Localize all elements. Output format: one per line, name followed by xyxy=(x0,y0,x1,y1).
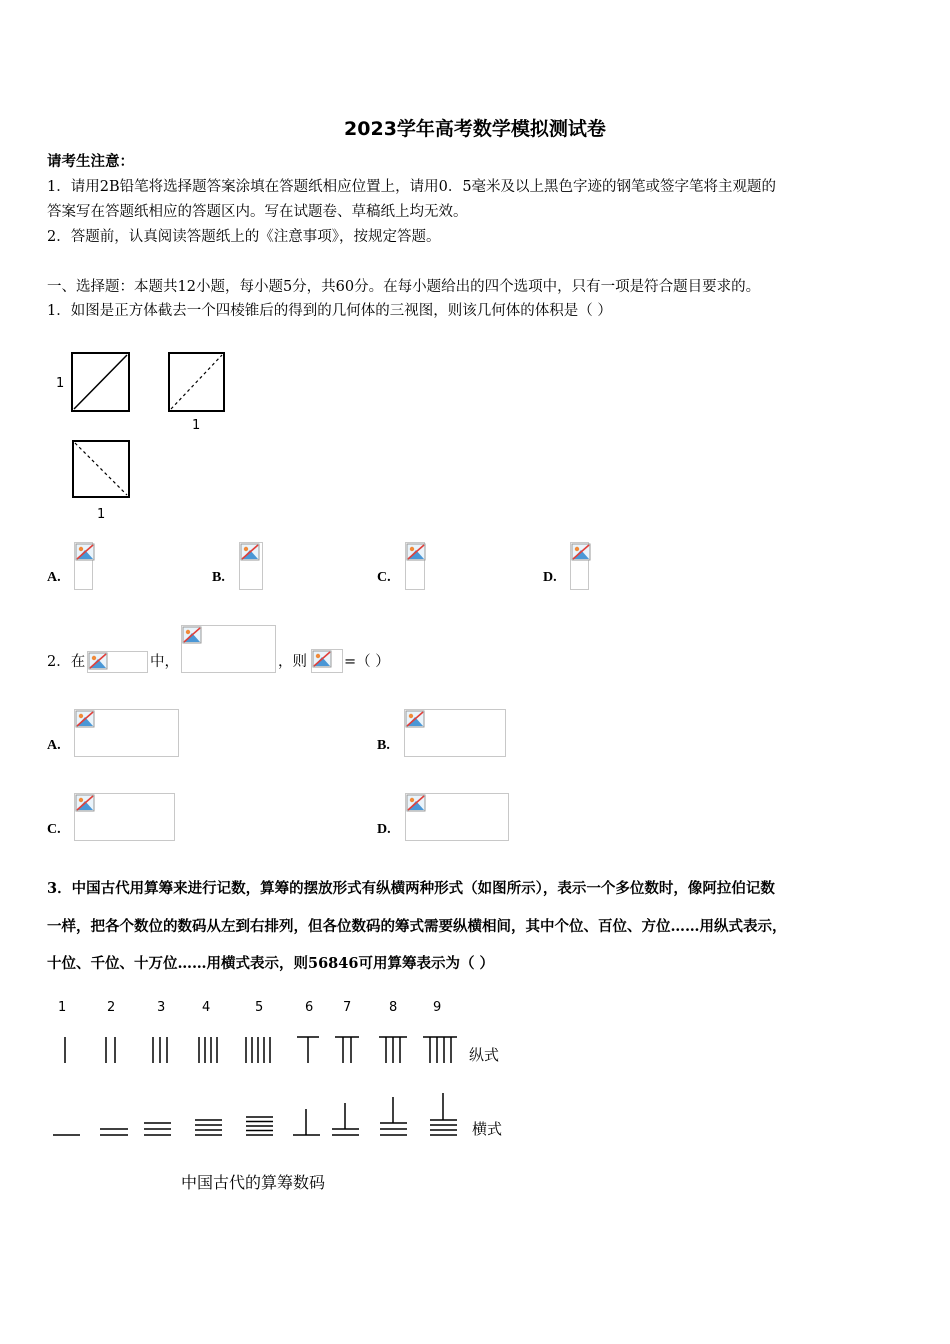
notice-item-2: 2．答题前，认真阅读答题纸上的《注意事项》，按规定答题。 xyxy=(47,229,441,245)
rod-digit-1: 1 xyxy=(58,1000,67,1015)
q2-option-c-image[interactable] xyxy=(74,793,175,841)
q1-option-a-image[interactable] xyxy=(74,542,93,590)
q1-option-d-image[interactable] xyxy=(570,542,589,590)
rods-figure-caption: 中国古代的算筹数码 xyxy=(181,1173,326,1192)
horizontal-form-label: 横式 xyxy=(472,1120,503,1138)
broken-image-icon xyxy=(571,543,591,561)
top-view xyxy=(73,441,129,497)
q3-stem-line1: 3．中国古代用算筹来进行记数，算筹的摆放形式有纵横两种形式（如图所示），表示一个多位数时，像阿拉伯记数 xyxy=(47,880,775,897)
q2-prefix: 2．在 xyxy=(47,654,86,670)
q2-option-c-label[interactable]: C. xyxy=(47,822,61,837)
rod-digit-6: 6 xyxy=(305,1000,314,1015)
broken-image-icon xyxy=(75,710,95,728)
broken-image-icon xyxy=(240,543,260,561)
q2-option-d-label[interactable]: D. xyxy=(377,822,391,837)
notice-item-1b: 答案写在答题纸相应的答题区内。写在试题卷、草稿纸上均无效。 xyxy=(47,204,468,220)
q2-suffix: =（ ） xyxy=(344,654,390,670)
q2-option-a-image[interactable] xyxy=(74,709,179,757)
q2-triangle-image xyxy=(87,651,148,673)
q1-stem: 1．如图是正方体截去一个四棱锥后的得到的几何体的三视图，则该几何体的体积是（ ） xyxy=(47,303,612,319)
q2-option-d-image[interactable] xyxy=(405,793,509,841)
vertical-form-label: 纵式 xyxy=(469,1046,500,1064)
rod-digit-7: 7 xyxy=(343,1000,352,1015)
side-view xyxy=(169,353,224,411)
top-view-dim: 1 xyxy=(97,507,106,522)
side-view-dim: 1 xyxy=(192,418,201,433)
q3-stem-line2: 一样，把各个数位的数码从左到右排列，但各位数码的筹式需要纵横相间，其中个位、百位、方位……用纵式表示， xyxy=(47,918,787,935)
broken-image-icon xyxy=(405,710,425,728)
front-view-dim: 1 xyxy=(56,376,65,391)
q2-option-b-image[interactable] xyxy=(404,709,506,757)
broken-image-icon xyxy=(88,652,108,670)
q2-option-a-label[interactable]: A. xyxy=(47,738,61,753)
q3-stem-line3: 十位、千位、十万位……用横式表示，则56846可用算筹表示为（ ） xyxy=(47,955,494,972)
q1-three-views-figure xyxy=(50,345,240,525)
broken-image-icon xyxy=(312,650,332,668)
q1-option-a-label[interactable]: A. xyxy=(47,570,61,585)
broken-image-icon xyxy=(182,626,202,644)
q2-target-image xyxy=(311,649,343,673)
rod-digit-5: 5 xyxy=(255,1000,264,1015)
rod-digit-3: 3 xyxy=(157,1000,166,1015)
notice-item-1a: 1．请用2B铅笔将选择题答案涂填在答题纸相应位置上，请用0．5毫米及以上黑色字迹的钢笔或签字笔将主观题的 xyxy=(47,179,777,195)
q2-option-b-label[interactable]: B. xyxy=(377,738,390,753)
q2-condition-image xyxy=(181,625,276,673)
horizontal-rods-row xyxy=(53,1093,457,1135)
rod-digit-4: 4 xyxy=(202,1000,211,1015)
vertical-rods-row xyxy=(65,1037,457,1063)
broken-image-icon xyxy=(406,543,426,561)
rod-digit-8: 8 xyxy=(389,1000,398,1015)
q1-option-b-label[interactable]: B. xyxy=(212,570,225,585)
counting-rods-figure xyxy=(40,1025,470,1145)
broken-image-icon xyxy=(75,543,95,561)
broken-image-icon xyxy=(406,794,426,812)
q1-option-c-label[interactable]: C. xyxy=(377,570,391,585)
q2-mid1: 中， xyxy=(150,654,179,670)
front-view xyxy=(72,353,129,411)
q2-mid2: ，则 xyxy=(278,654,307,670)
notice-heading: 请考生注意： xyxy=(47,153,134,170)
q1-option-b-image[interactable] xyxy=(239,542,263,590)
page-title: 2023学年高考数学模拟测试卷 xyxy=(344,118,606,140)
broken-image-icon xyxy=(75,794,95,812)
rod-digit-2: 2 xyxy=(107,1000,116,1015)
rod-digit-9: 9 xyxy=(433,1000,442,1015)
q1-option-d-label[interactable]: D. xyxy=(543,570,557,585)
q1-option-c-image[interactable] xyxy=(405,542,425,590)
section-heading: 一、选择题：本题共12小题，每小题5分，共60分。在每小题给出的四个选项中，只有一项是符合题目要求的。 xyxy=(47,279,761,295)
